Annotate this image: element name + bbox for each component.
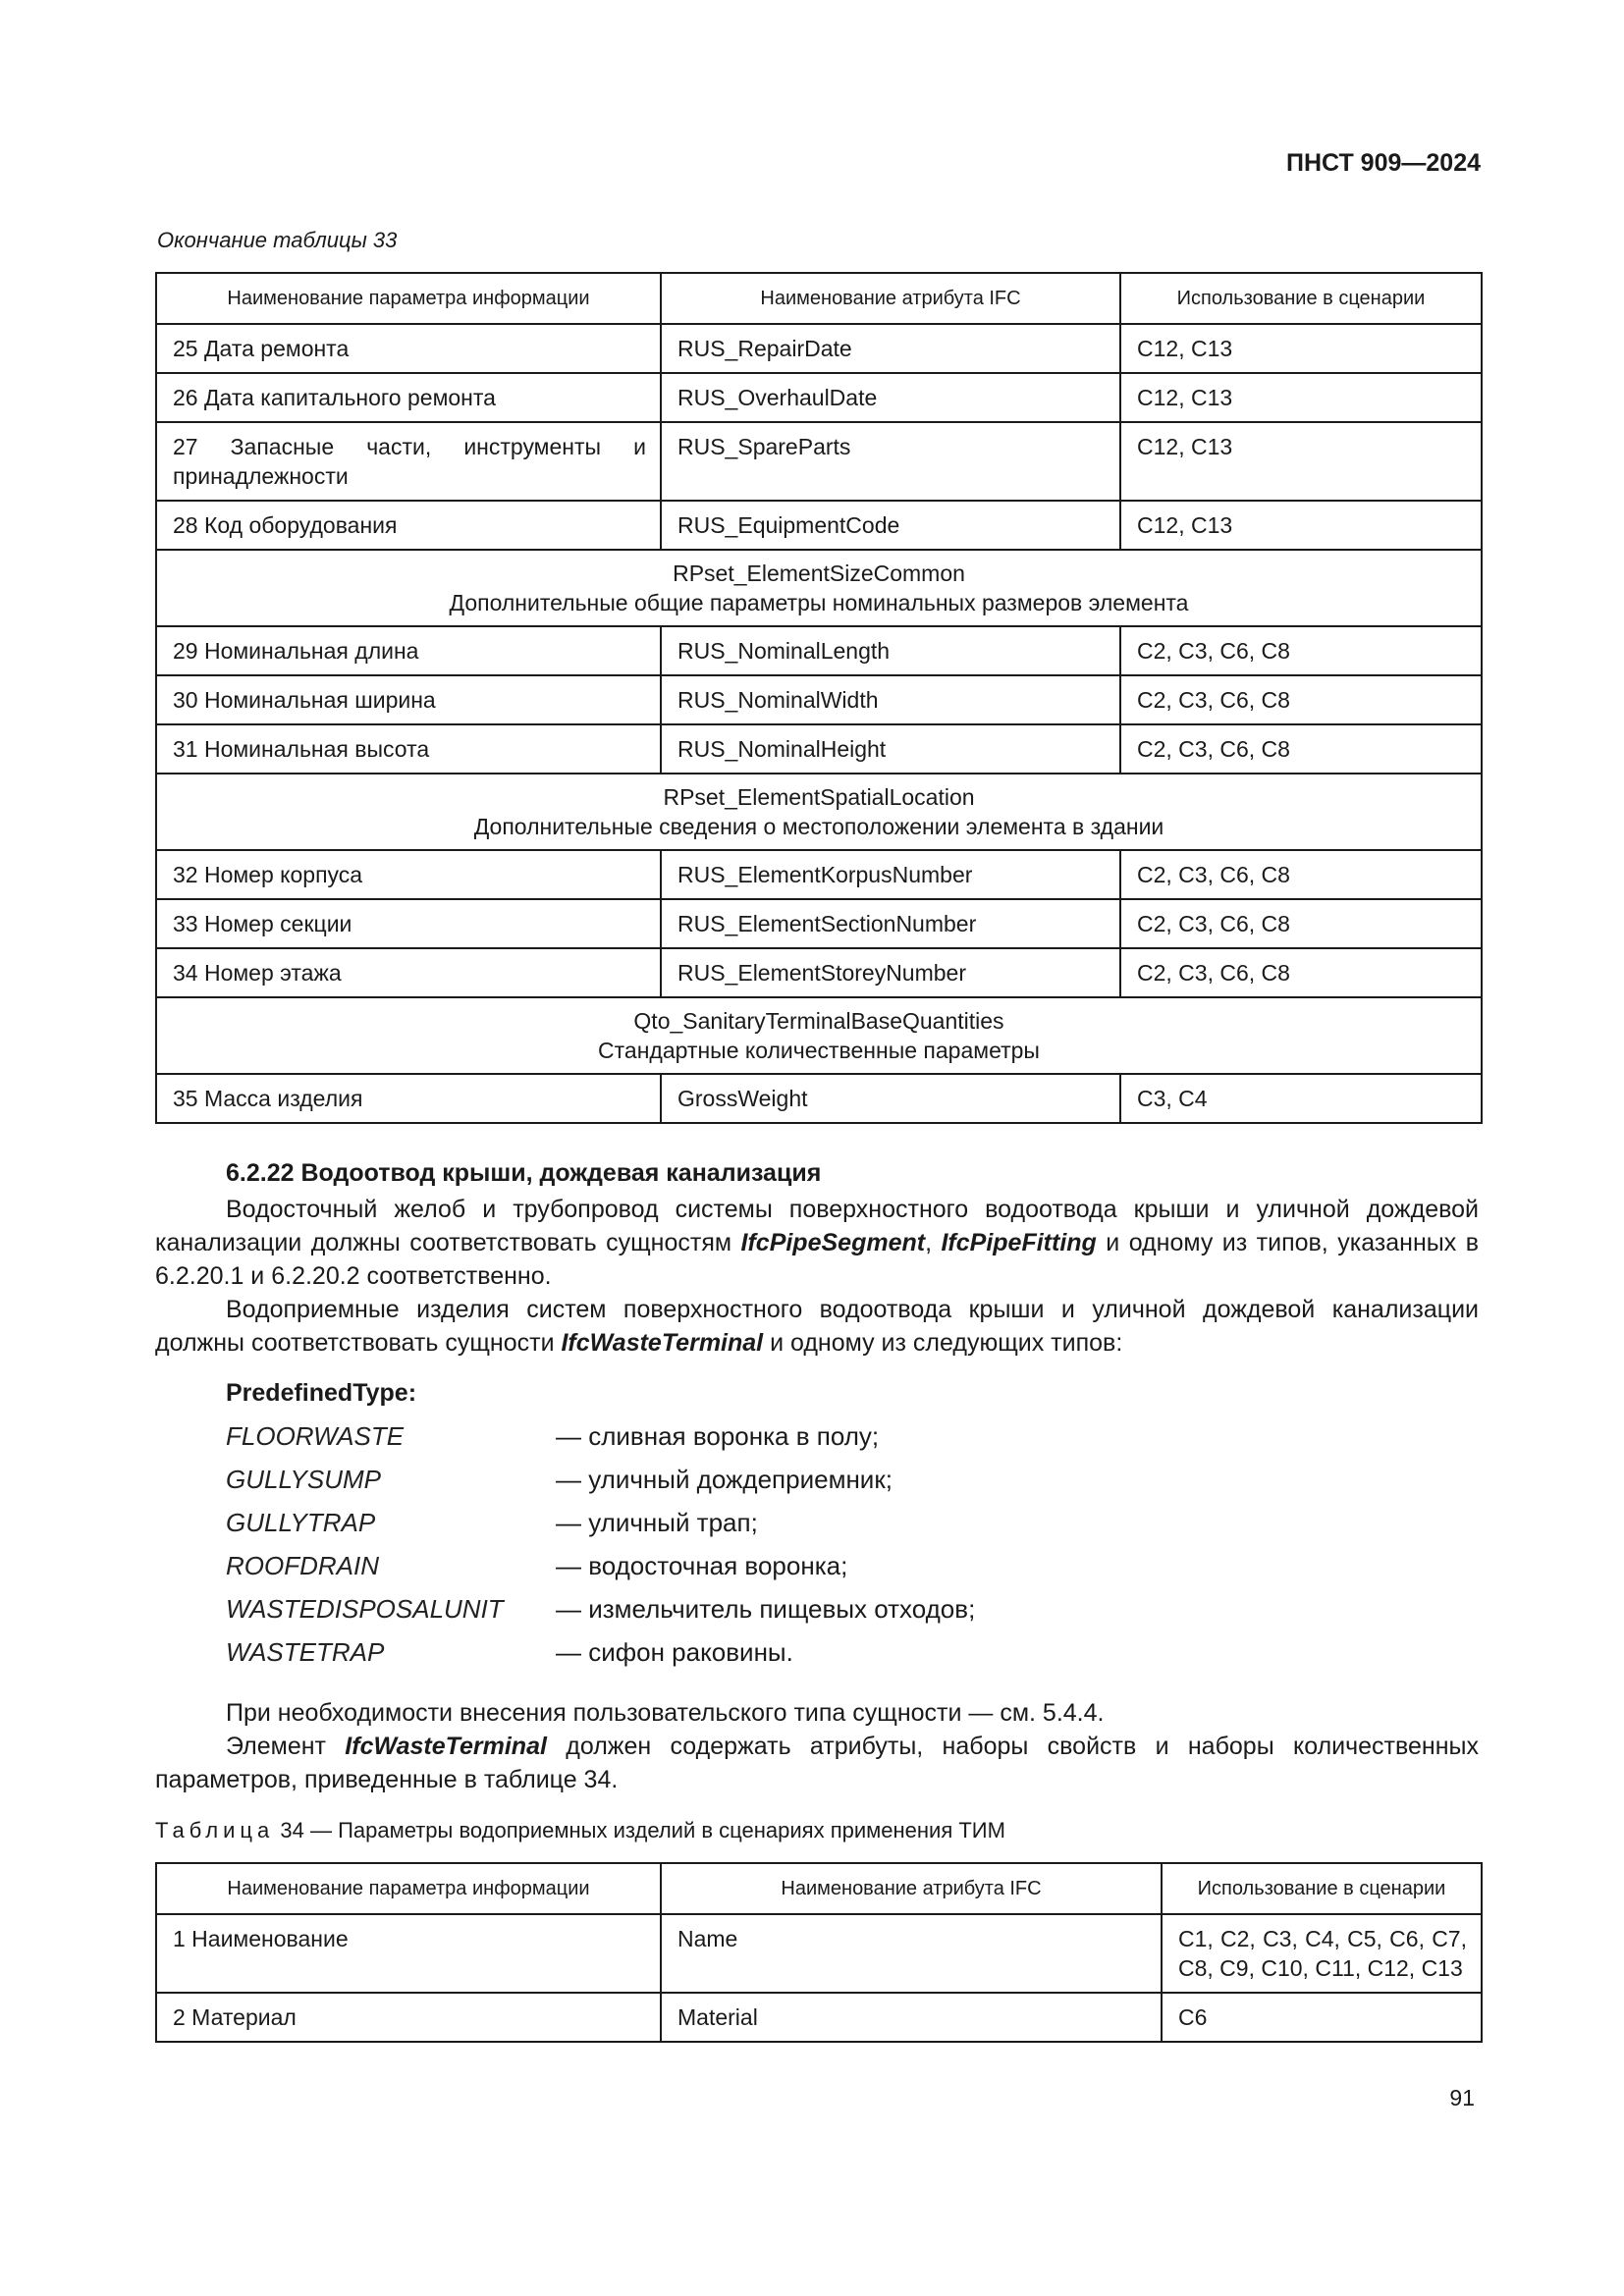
column-header: Использование в сценарии [1120, 273, 1482, 324]
attr-cell: RUS_NominalWidth [661, 675, 1120, 724]
use-cell: C2, C3, C6, C8 [1120, 850, 1482, 899]
param-cell: 29 Номинальная длина [156, 626, 661, 675]
list-item [226, 1551, 975, 1594]
table-34 [155, 1862, 1483, 2043]
attr-cell: Name [661, 1914, 1162, 1993]
type-name: GULLYTRAP [226, 1508, 376, 1537]
type-description: — водосточная воронка; [556, 1551, 848, 1580]
use-cell: C2, C3, C6, C8 [1120, 626, 1482, 675]
use-cell: C12, C13 [1120, 324, 1482, 373]
attr-cell: RUS_NominalLength [661, 626, 1120, 675]
use-cell: C1, C2, C3, C4, C5, C6, C7, C8, C9, C10, C11, C12, C13 [1162, 1914, 1482, 1993]
list-item [226, 1508, 975, 1551]
group-row [156, 997, 1482, 1074]
param-cell: 34 Номер этажа [156, 948, 661, 997]
table-header-row [156, 273, 1482, 324]
section-title: 6.2.22 Водоотвод крыши, дождевая канализация [226, 1159, 822, 1187]
attr-cell: RUS_SpareParts [661, 422, 1120, 501]
use-cell: C12, C13 [1120, 501, 1482, 550]
section-body-2 [155, 1696, 1479, 1796]
param-cell: 30 Номинальная ширина [156, 675, 661, 724]
attr-cell: RUS_NominalHeight [661, 724, 1120, 774]
text-span: Элемент [226, 1733, 346, 1760]
param-cell: 27 Запасные части, инструменты и принадлежности [156, 422, 661, 501]
use-cell: C3, C4 [1120, 1074, 1482, 1123]
entity-name: IfcWasteTerminal [345, 1733, 547, 1760]
document-code: ПНСТ 909—2024 [1286, 149, 1481, 177]
column-header: Наименование параметра информации [156, 1863, 661, 1914]
paragraph [155, 1193, 1479, 1293]
text-span: Водосточный желоб и трубопровод системы поверхностного водоотвода крыши и уличной дождевой канализации должны соответствовать сущностям [155, 1196, 1479, 1256]
predefined-type-title: PredefinedType: [226, 1379, 417, 1407]
text-span: должен содержать атрибуты, наборы свойств и наборы количественных параметров, приведенные в таблице 34. [155, 1733, 1479, 1793]
attr-cell: RUS_ElementStoreyNumber [661, 948, 1120, 997]
table-row [156, 675, 1482, 724]
table33-caption: Окончание таблицы 33 [157, 228, 398, 252]
group-pset-name: Qto_SanitaryTerminalBaseQuantities [633, 1008, 1004, 1034]
use-cell: C6 [1162, 1993, 1482, 2042]
list-item [226, 1594, 975, 1637]
group-cell [156, 997, 1482, 1074]
paragraph: При необходимости внесения пользовательского типа сущности — см. 5.4.4. [226, 1699, 1105, 1727]
table-header-row [156, 1863, 1482, 1914]
table-row [156, 899, 1482, 948]
table-row [156, 1914, 1482, 1993]
group-row [156, 774, 1482, 850]
list-item [226, 1465, 975, 1508]
text-span: Водоприемные изделия систем поверхностного водоотвода крыши и уличной дождевой канализации должны соответствовать сущности [155, 1296, 1479, 1357]
type-name: ROOFDRAIN [226, 1551, 379, 1580]
param-cell: 25 Дата ремонта [156, 324, 661, 373]
text-span: и одному из следующих типов: [763, 1329, 1123, 1357]
list-item [226, 1421, 975, 1465]
attr-cell: RUS_RepairDate [661, 324, 1120, 373]
group-description: Дополнительные сведения о местоположении элемента в здании [473, 814, 1164, 839]
use-cell: C12, C13 [1120, 422, 1482, 501]
predefined-type-list [226, 1421, 975, 1681]
column-header: Наименование параметра информации [156, 273, 661, 324]
type-name: FLOORWASTE [226, 1421, 405, 1451]
use-cell: C2, C3, C6, C8 [1120, 948, 1482, 997]
table34-caption [155, 1818, 1005, 1843]
param-cell: 1 Наименование [156, 1914, 661, 1993]
type-name: GULLYSUMP [226, 1465, 381, 1494]
group-cell [156, 550, 1482, 626]
attr-cell: Material [661, 1993, 1162, 2042]
type-name: WASTEDISPOSALUNIT [226, 1594, 504, 1624]
attr-cell: GrossWeight [661, 1074, 1120, 1123]
param-cell: 31 Номинальная высота [156, 724, 661, 774]
paragraph [155, 1730, 1479, 1796]
table-33 [155, 272, 1483, 1124]
table-row [156, 324, 1482, 373]
column-header: Наименование атрибута IFC [661, 1863, 1162, 1914]
attr-cell: RUS_ElementSectionNumber [661, 899, 1120, 948]
column-header: Использование в сценарии [1162, 1863, 1482, 1914]
caption-text: 34 — Параметры водоприемных изделий в сценариях применения ТИМ [280, 1818, 1005, 1842]
type-description: — сливная воронка в полу; [556, 1421, 880, 1451]
param-cell: 35 Масса изделия [156, 1074, 661, 1123]
use-cell: C2, C3, C6, C8 [1120, 675, 1482, 724]
group-description: Стандартные количественные параметры [598, 1038, 1040, 1063]
paragraph [155, 1293, 1479, 1360]
table-row [156, 1074, 1482, 1123]
attr-cell: RUS_EquipmentCode [661, 501, 1120, 550]
param-cell: 26 Дата капитального ремонта [156, 373, 661, 422]
entity-name: IfcPipeFitting [941, 1229, 1097, 1256]
attr-cell: RUS_ElementKorpusNumber [661, 850, 1120, 899]
param-cell: 28 Код оборудования [156, 501, 661, 550]
table-row [156, 422, 1482, 501]
type-description: — уличный дождеприемник; [556, 1465, 893, 1494]
group-pset-name: RPset_ElementSpatialLocation [663, 784, 975, 810]
use-cell: C2, C3, C6, C8 [1120, 724, 1482, 774]
page-number: 91 [1449, 2085, 1475, 2110]
section-body [155, 1193, 1479, 1360]
list-item [226, 1637, 975, 1681]
type-description: — измельчитель пищевых отходов; [556, 1594, 976, 1624]
column-header: Наименование атрибута IFC [661, 273, 1120, 324]
table-row [156, 850, 1482, 899]
attr-cell: RUS_OverhaulDate [661, 373, 1120, 422]
param-cell: 33 Номер секции [156, 899, 661, 948]
table-row [156, 501, 1482, 550]
table-row [156, 948, 1482, 997]
entity-name: IfcPipeSegment [740, 1229, 926, 1256]
group-cell [156, 774, 1482, 850]
entity-name: IfcWasteTerminal [561, 1329, 764, 1357]
table-row [156, 1993, 1482, 2042]
param-cell: 32 Номер корпуса [156, 850, 661, 899]
use-cell: C2, C3, C6, C8 [1120, 899, 1482, 948]
type-description: — уличный трап; [556, 1508, 758, 1537]
param-cell: 2 Материал [156, 1993, 661, 2042]
group-pset-name: RPset_ElementSizeCommon [673, 561, 965, 586]
caption-label: Таблица [155, 1818, 275, 1842]
text-span: , [925, 1229, 942, 1256]
table-row [156, 626, 1482, 675]
table-row [156, 724, 1482, 774]
text-span: и одному из типов, указанных в 6.2.20.1 и 6.2.20.2 соответственно. [155, 1229, 1479, 1290]
group-row [156, 550, 1482, 626]
group-description: Дополнительные общие параметры номинальных размеров элемента [449, 590, 1189, 615]
use-cell: C12, C13 [1120, 373, 1482, 422]
type-name: WASTETRAP [226, 1637, 385, 1667]
type-description: — сифон раковины. [556, 1637, 793, 1667]
table-row [156, 373, 1482, 422]
